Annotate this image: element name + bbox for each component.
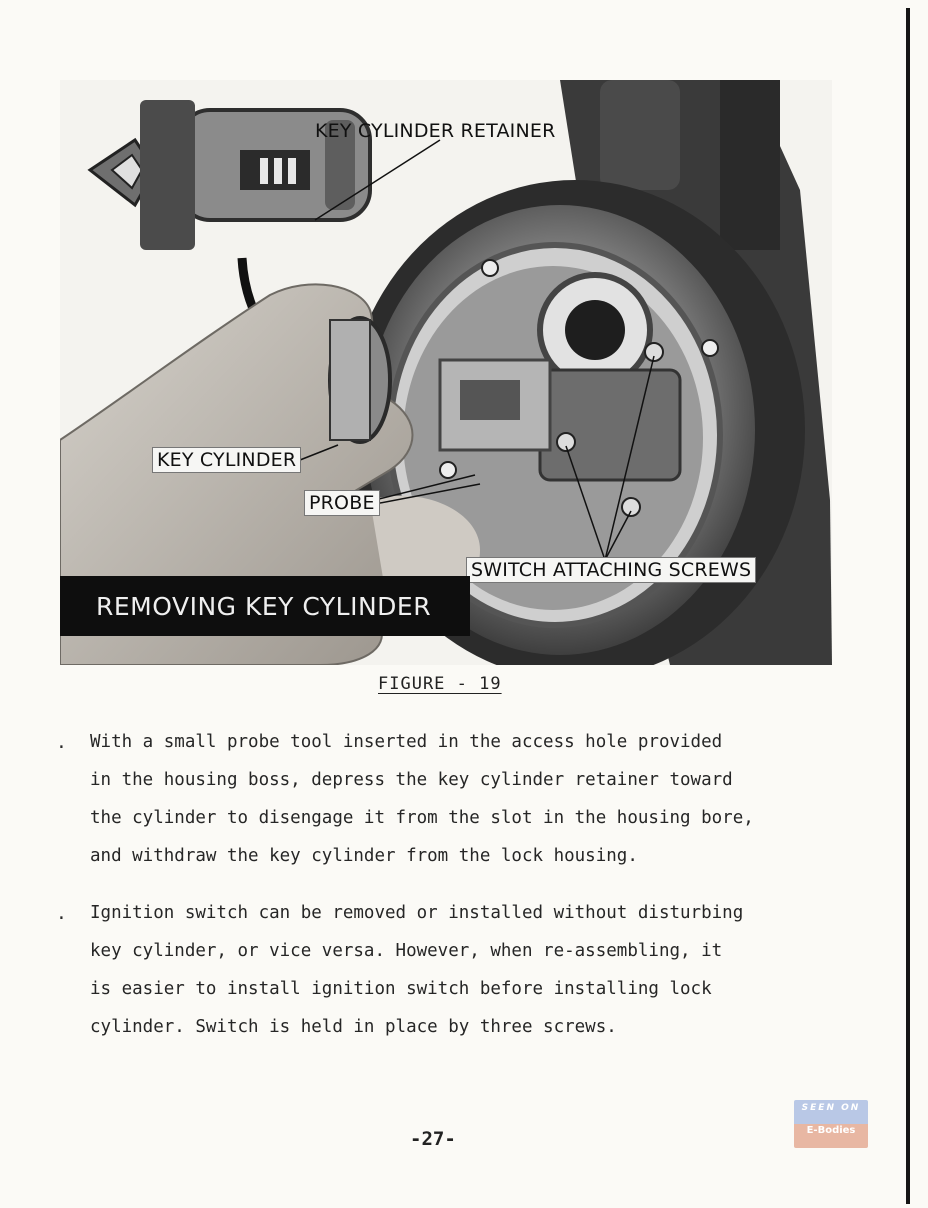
watermark-badge — [794, 1100, 868, 1148]
bullet: . — [56, 732, 67, 753]
paragraph-line: in the housing boss, depress the key cylinder retainer toward — [90, 770, 733, 790]
watermark-bottom: E-Bodies — [806, 1125, 856, 1136]
figure-title: FIGURE - 19 — [378, 674, 502, 694]
page-edge-rule — [906, 8, 910, 1204]
paragraph-line: is easier to install ignition switch before installing lock — [90, 979, 712, 999]
figure-photo — [60, 80, 832, 665]
page-number: -27- — [410, 1128, 456, 1150]
bullet: . — [56, 903, 67, 924]
label-switch-attaching-screws: SWITCH ATTACHING SCREWS — [466, 557, 756, 583]
paragraph-line: key cylinder, or vice versa. However, when re-assembling, it — [90, 941, 723, 961]
label-key-cylinder-retainer: KEY CYLINDER RETAINER — [315, 120, 556, 142]
label-probe: PROBE — [304, 490, 380, 516]
label-key-cylinder: KEY CYLINDER — [152, 447, 301, 473]
paragraph-line: cylinder. Switch is held in place by three screws. — [90, 1017, 617, 1037]
paragraph-line: the cylinder to disengage it from the slot in the housing bore, — [90, 808, 754, 828]
watermark-top: SEEN ON — [801, 1103, 861, 1113]
paragraph-line: With a small probe tool inserted in the access hole provided — [90, 732, 723, 752]
paragraph-line: and withdraw the key cylinder from the lock housing. — [90, 846, 638, 866]
paragraph-line: Ignition switch can be removed or installed without disturbing — [90, 903, 744, 923]
figure-caption-banner: REMOVING KEY CYLINDER — [60, 576, 470, 636]
